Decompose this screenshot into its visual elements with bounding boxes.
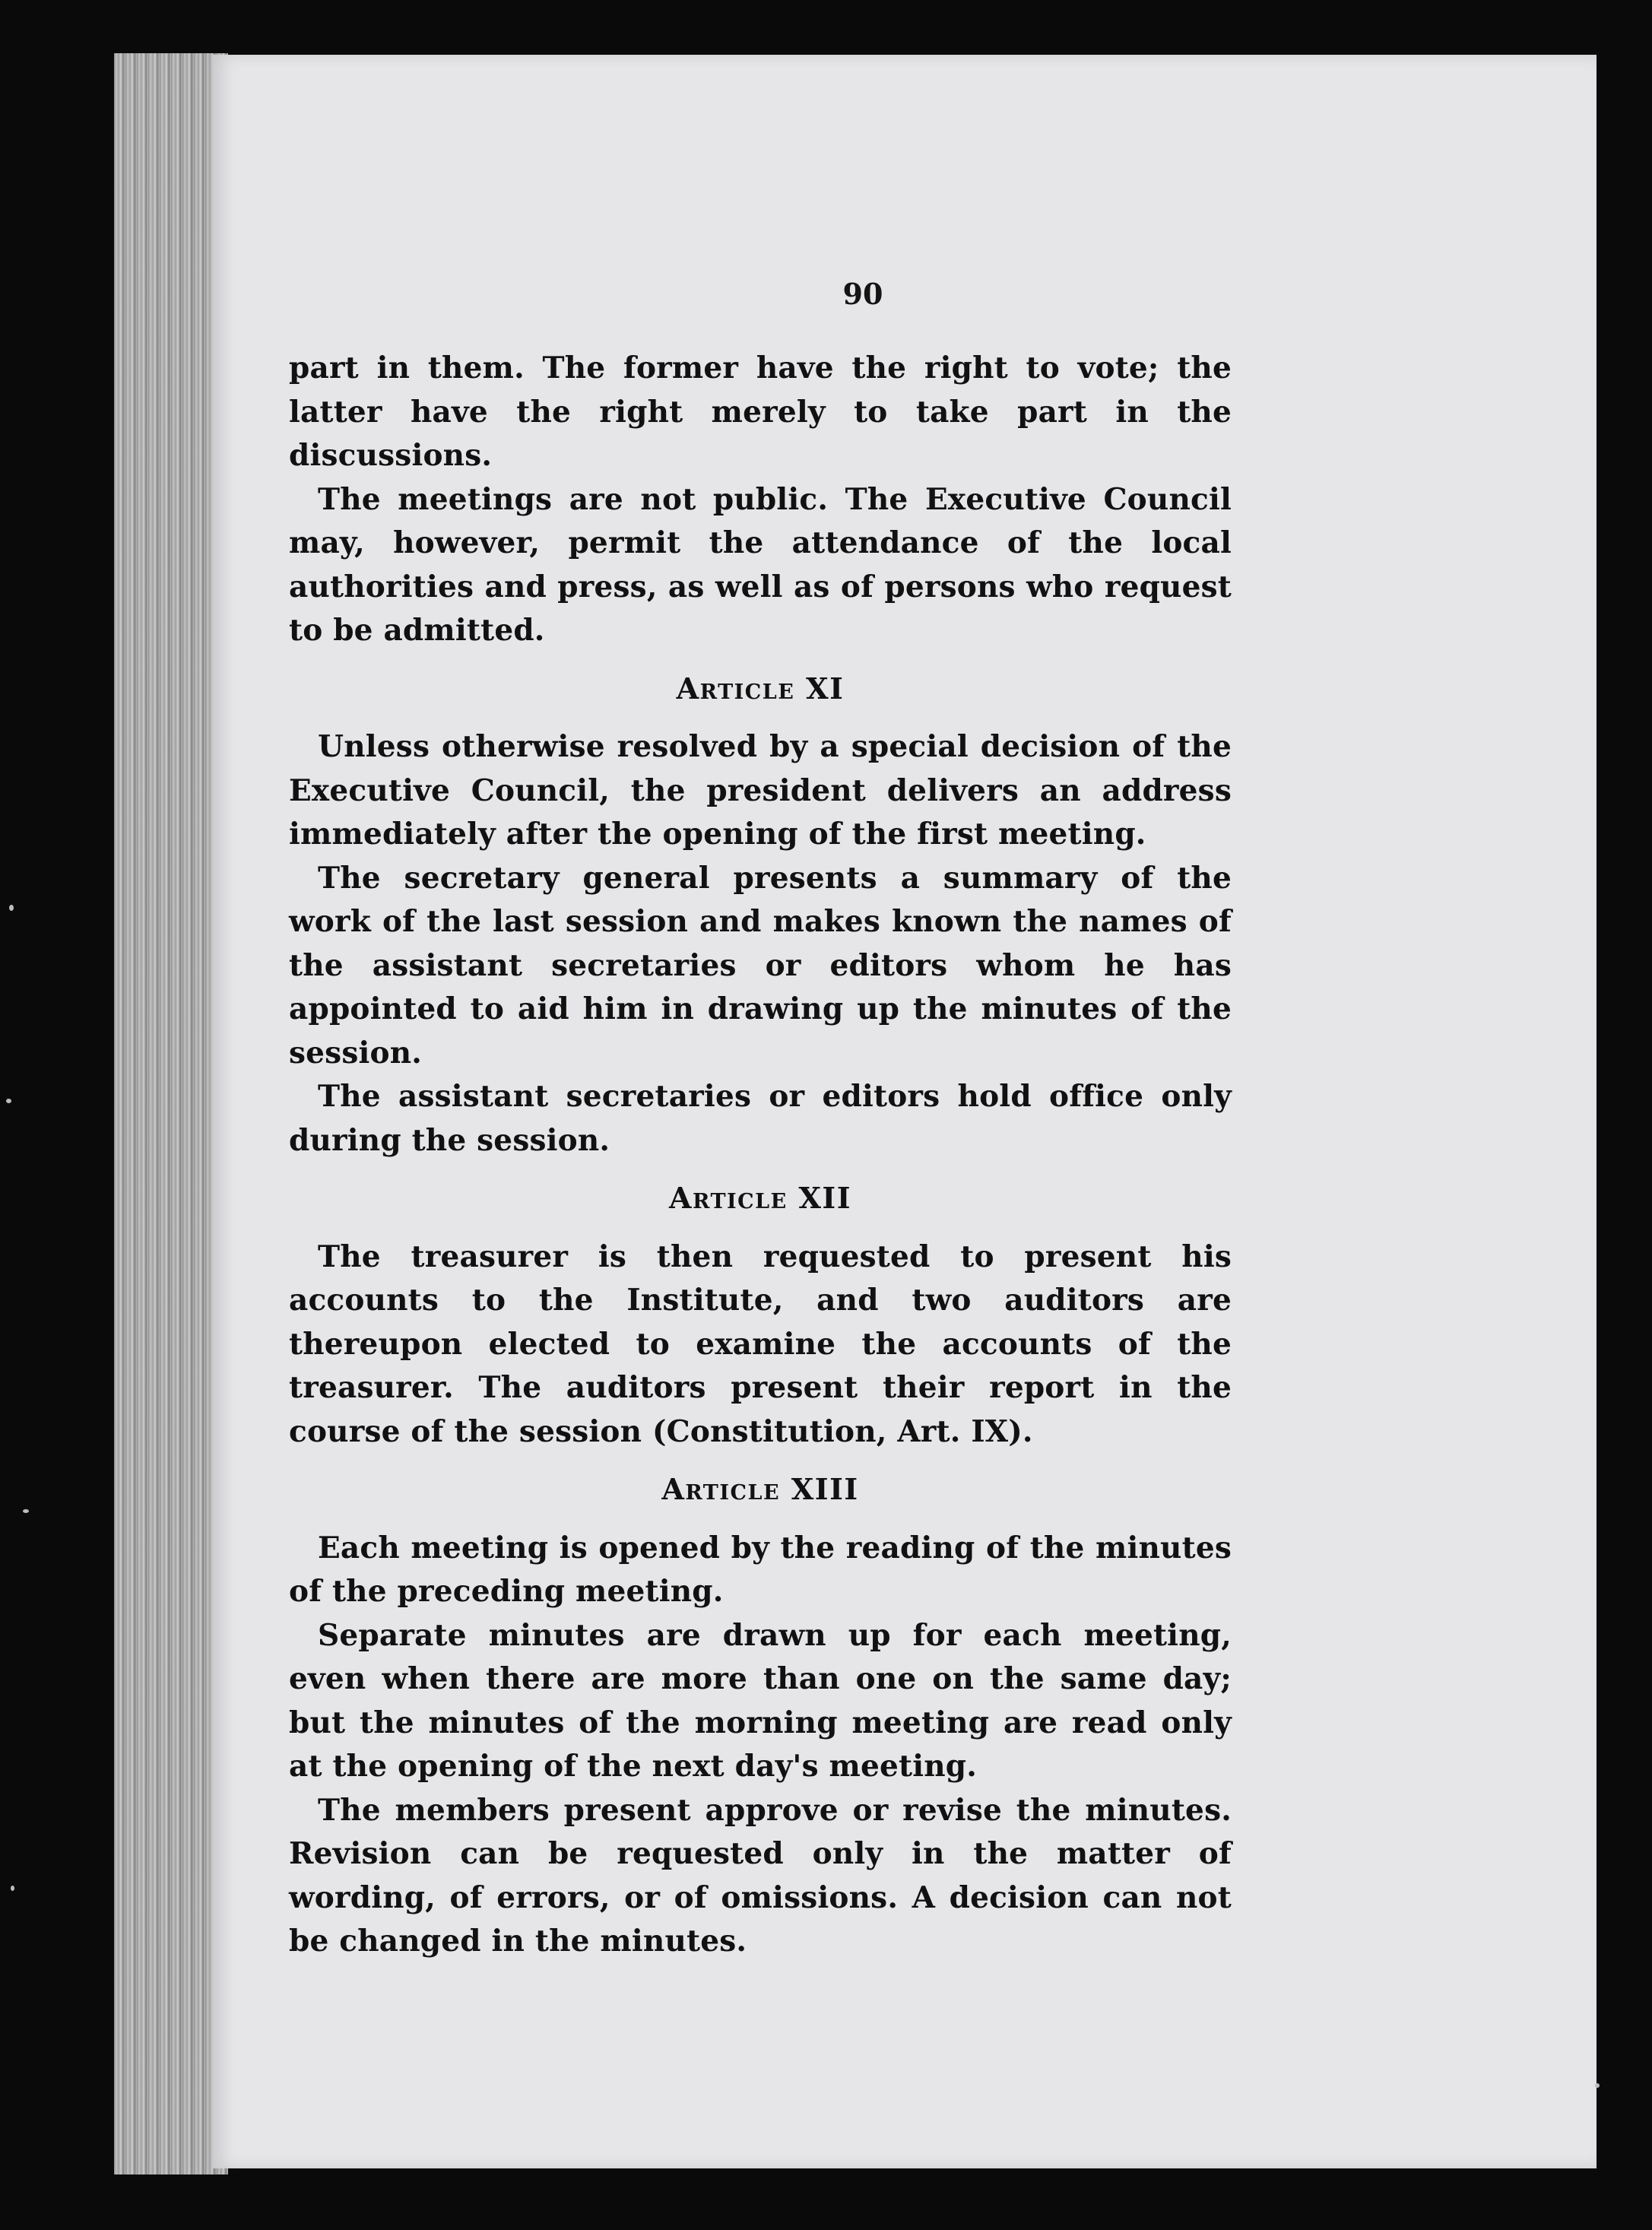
book-page-edges [114,53,228,2174]
article-heading: Article XII [669,1181,851,1215]
page-number: 90 [842,277,883,311]
paragraph: Unless otherwise resolved by a special decision of the Executive Council, the president delivers an address immediately after the opening of the first meeting. [289,729,1232,852]
paragraph: Separate minutes are drawn up for each meeting, even when there are more than one on the same day; but the minutes of the morning meeting are read only at the opening of the next day's meeting. [289,1617,1232,1784]
article-heading: Article XI [676,671,845,706]
paragraph: The members present approve or revise the minutes. Revision can be requested only in the matter of wording, of errors, or of omissions. A decision can not be changed in the minutes. [289,1792,1232,1959]
paragraph: part in them. The former have the right to vote; the latter have the right merely to take part in the discussions. [289,351,1232,473]
paragraph: The treasurer is then requested to present his accounts to the Institute, and two auditors are thereupon elected to examine the accounts of the treasurer. The auditors present their report in the course of the session (Constitution, Art. IX). [289,1239,1232,1449]
paragraph: The meetings are not public. The Executive Council may, however, permit the attendance of the local authorities and press, as well as of persons who request to be admitted. [289,481,1232,648]
paragraph: The secretary general presents a summary of the work of the last session and makes known the names of the assistant secretaries or editors whom he has appointed to aid him in drawing up the minutes of the session. [289,860,1232,1071]
paragraph: Each meeting is opened by the reading of the minutes of the preceding meeting. [289,1530,1232,1609]
paragraph: The assistant secretaries or editors hold office only during the session. [289,1079,1232,1158]
article-heading: Article XIII [661,1472,859,1506]
body-text [289,347,1232,1964]
